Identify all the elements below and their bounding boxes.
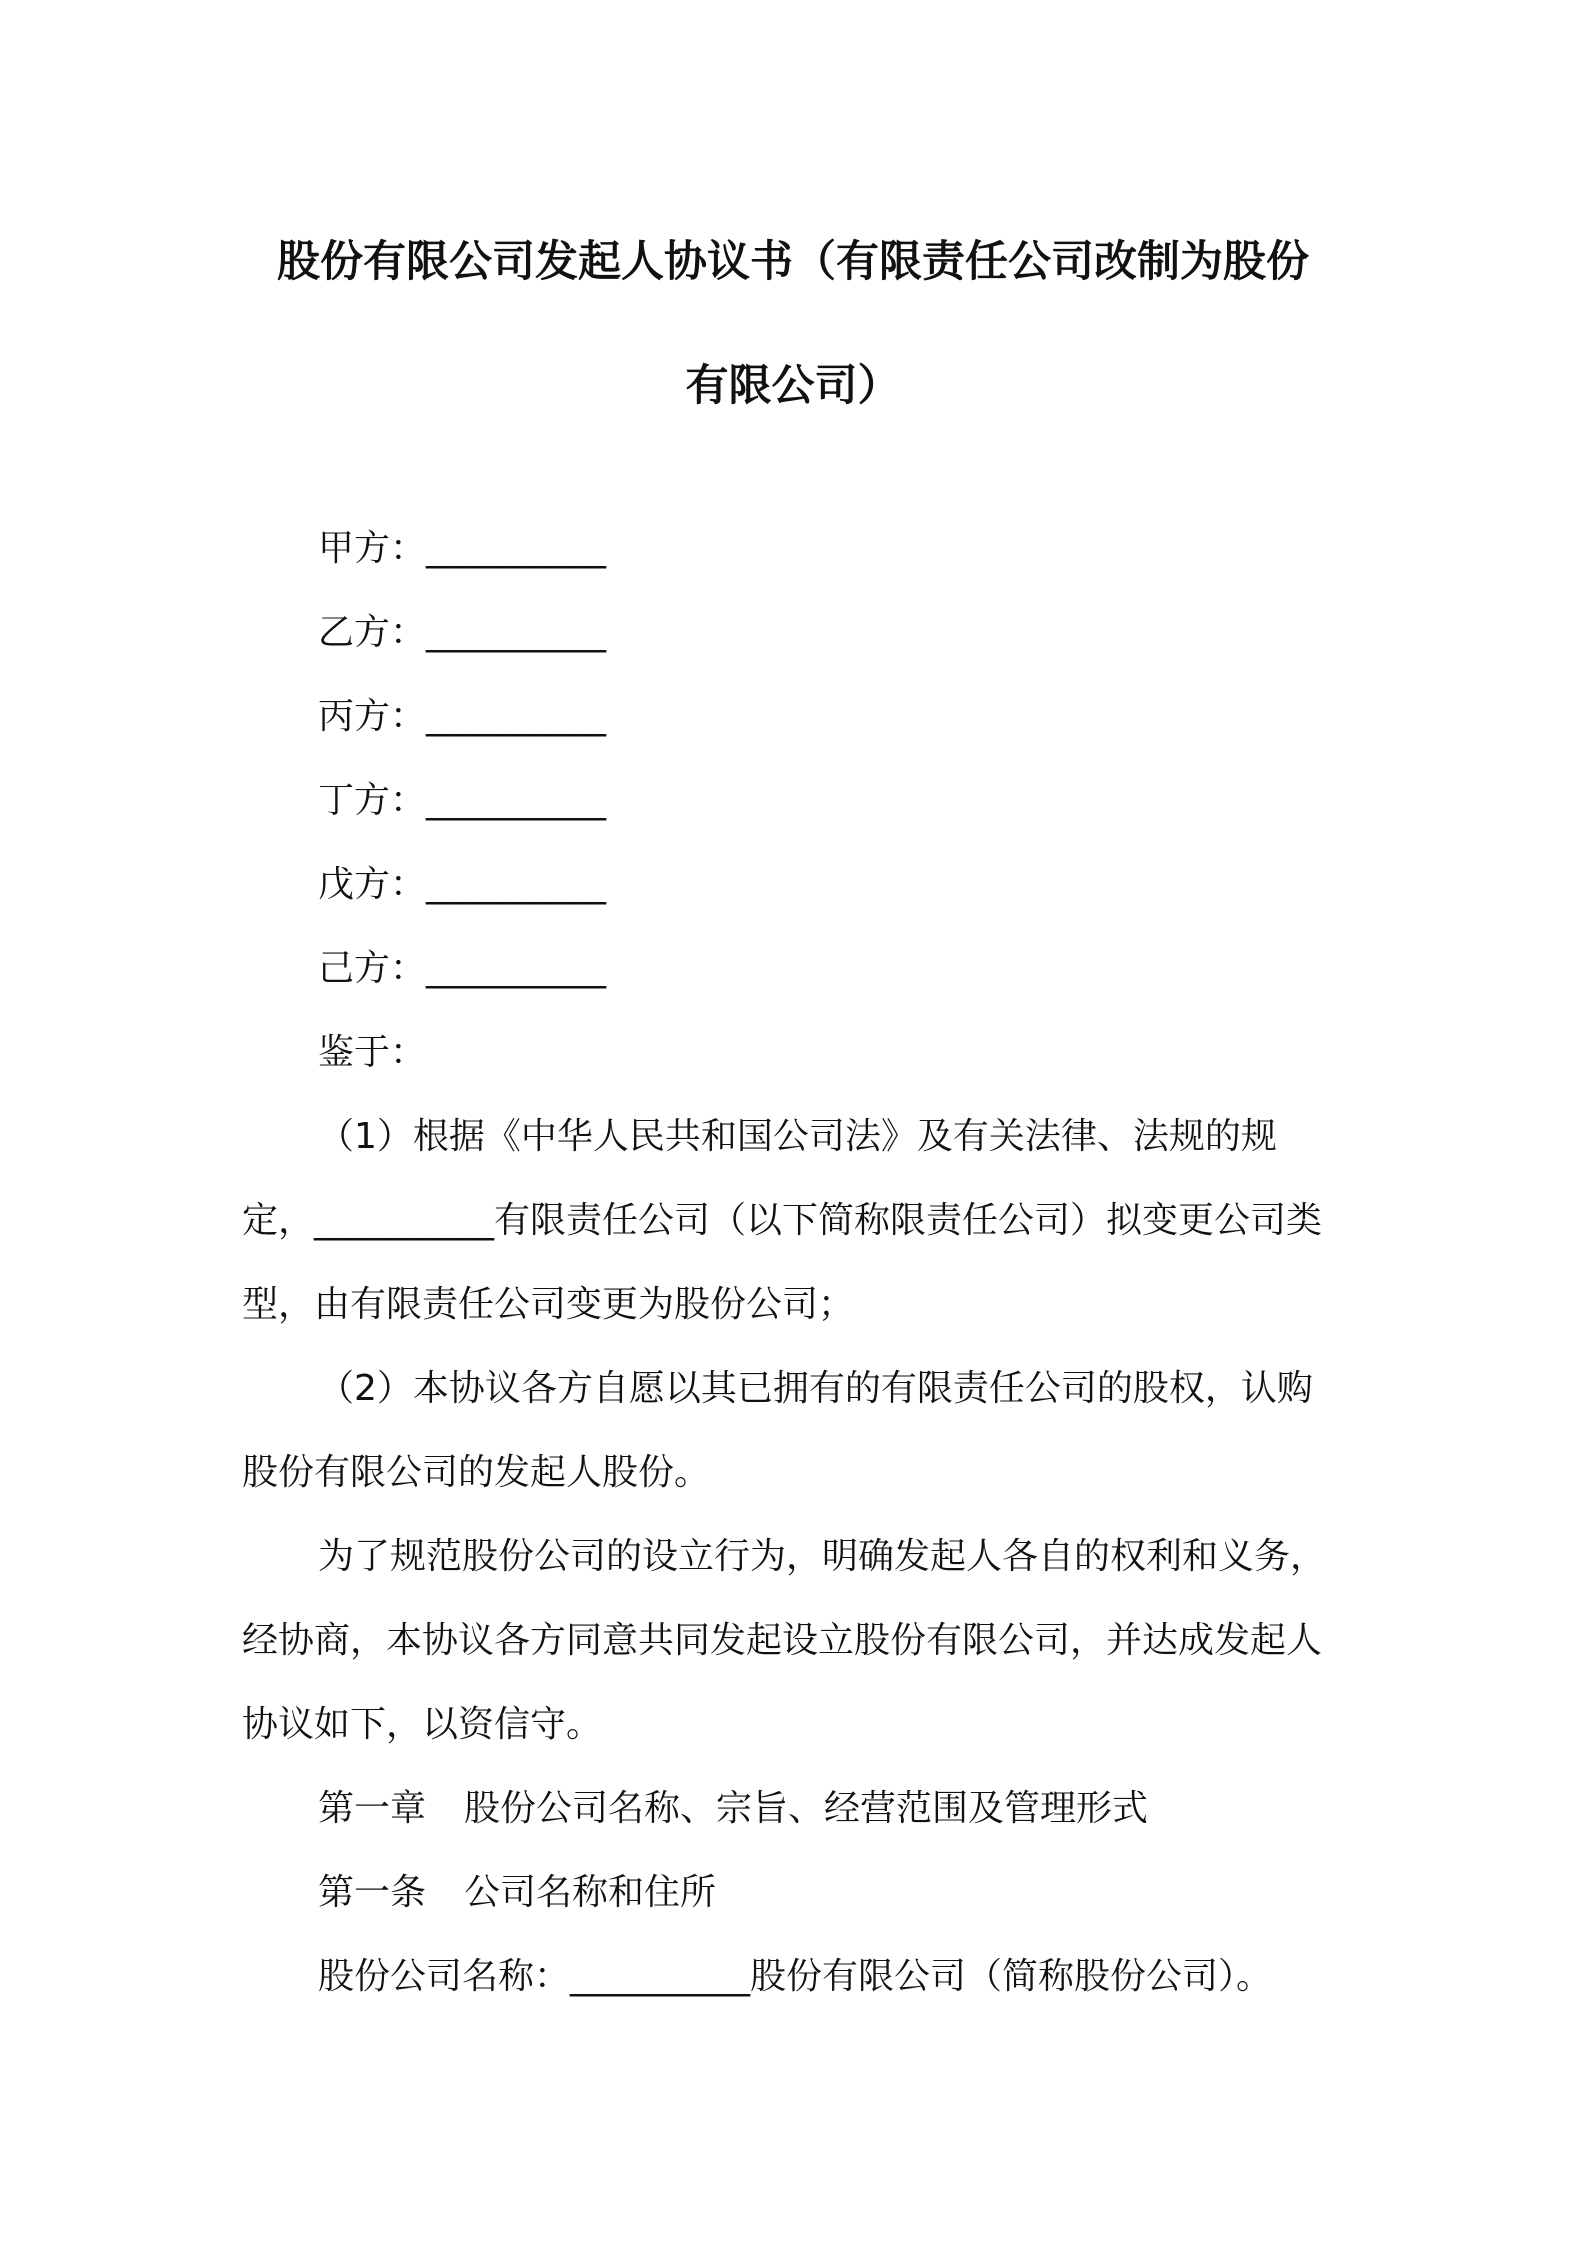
recital-1-line-1: （1）根据《中华人民共和国公司法》及有关法律、法规的规 [318,1116,1277,1157]
document-title-line-2: 有限公司） [685,361,901,411]
preamble-line-3: 协议如下，以资信守。 [242,1704,603,1745]
recital-2-line-2: 股份有限公司的发起人股份。 [242,1452,711,1493]
party-blank: __________ [426,948,607,989]
party-label: 丙方： [318,696,427,737]
party-label: 丁方： [318,780,427,821]
chapter-title: 股份公司名称、宗旨、经营范围及管理形式 [464,1788,1149,1829]
document-title-line-1: 股份有限公司发起人协议书（有限责任公司改制为股份 [277,237,1309,287]
recital-1-line-2: 定，__________有限责任公司（以下简称限责任公司）拟变更公司类 [242,1200,1323,1241]
party-blank: __________ [426,612,607,653]
party-row-wu [318,862,606,908]
recital-1-line-3: 型，由有限责任公司变更为股份公司； [242,1284,855,1325]
article-number: 第一条 [318,1872,427,1913]
party-row-yi [318,610,606,656]
party-row-ding [318,778,606,824]
party-label: 戊方： [318,864,427,905]
party-label: 乙方： [318,612,427,653]
whereas-label: 鉴于： [318,1032,427,1073]
party-blank: __________ [426,864,607,905]
party-blank: __________ [426,696,607,737]
party-label: 甲方： [318,528,427,569]
party-blank: __________ [426,528,607,569]
article-title: 公司名称和住所 [464,1872,717,1913]
chapter-number: 第一章 [318,1788,427,1829]
party-row-bing [318,694,606,740]
article-1-heading [318,1870,716,1916]
chapter-1-heading [318,1786,1148,1832]
preamble-line-2: 经协商，本协议各方同意共同发起设立股份有限公司，并达成发起人 [242,1620,1323,1661]
party-row-ji [318,946,606,992]
recital-2-line-1: （2）本协议各方自愿以其已拥有的有限责任公司的股权，认购 [318,1368,1313,1409]
party-label: 己方： [318,948,427,989]
preamble-line-1: 为了规范股份公司的设立行为，明确发起人各自的权利和义务， [318,1536,1327,1577]
party-blank: __________ [426,780,607,821]
party-row-jia [318,526,606,572]
company-name-line: 股份公司名称：__________股份有限公司（简称股份公司）。 [318,1956,1273,1997]
